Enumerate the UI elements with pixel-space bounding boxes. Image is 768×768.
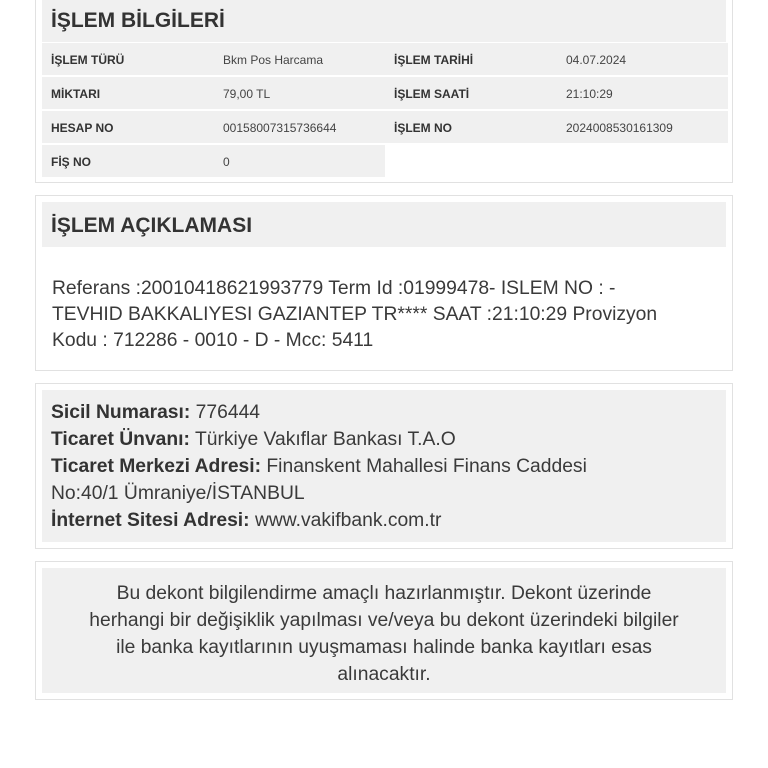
- bank-info-panel: [42, 390, 726, 542]
- transaction-desc-card: [35, 195, 733, 371]
- desc-line-2: TEVHID BAKKALIYESI GAZIANTEP TR**** SAAT :21:10:29 Provizyon: [52, 304, 658, 325]
- account-no-label: HESAP NO: [51, 121, 114, 135]
- disclaimer-line-4: alınacaktır.: [337, 664, 431, 685]
- row-transaction-type: [42, 43, 385, 75]
- registry-value: 776444: [195, 402, 261, 423]
- transaction-type-label: İŞLEM TÜRÜ: [51, 53, 125, 67]
- disclaimer-line-2: herhangi bir değişiklik yapılması ve/veya bu dekont üzerindeki bilgiler: [89, 610, 679, 631]
- registry-line: [51, 399, 726, 426]
- transaction-type-value: Bkm Pos Harcama: [223, 53, 324, 67]
- website-line: [51, 507, 726, 534]
- transaction-no-label: İŞLEM NO: [394, 121, 453, 135]
- row-transaction-no: [385, 111, 728, 143]
- disclaimer-text: [42, 568, 726, 693]
- row-account-no: [42, 111, 385, 143]
- bank-info-card: [35, 383, 733, 549]
- row-amount: [42, 77, 385, 109]
- address-value-2: No:40/1 Ümraniye/İSTANBUL: [51, 483, 305, 504]
- trade-name-value: Türkiye Vakıflar Bankası T.A.O: [194, 429, 456, 450]
- address-value-1: Finanskent Mahallesi Finans Caddesi: [266, 456, 587, 477]
- disclaimer-line-3: ile banka kayıtlarının uyuşmaması halinde banka kayıtları esas: [116, 637, 652, 658]
- row-transaction-date: [385, 43, 728, 75]
- trade-name-line: [51, 426, 726, 453]
- transaction-time-label: İŞLEM SAATİ: [394, 87, 470, 101]
- transaction-info-card: [35, 0, 733, 183]
- address-line-2: [51, 480, 726, 507]
- transaction-desc-text: [52, 276, 718, 354]
- transaction-desc-header: [42, 202, 726, 247]
- address-label: Ticaret Merkezi Adresi:: [51, 456, 262, 477]
- trade-name-label: Ticaret Ünvanı:: [51, 429, 190, 450]
- disclaimer-card: [35, 561, 733, 700]
- website-label: İnternet Sitesi Adresi:: [51, 510, 250, 531]
- transaction-time-value: 21:10:29: [566, 87, 613, 101]
- row-transaction-time: [385, 77, 728, 109]
- transaction-info-header: [42, 0, 726, 42]
- disclaimer-line-1: Bu dekont bilgilendirme amaçlı hazırlanmıştır. Dekont üzerinde: [116, 583, 652, 604]
- website-value: www.vakifbank.com.tr: [254, 510, 442, 531]
- desc-line-3: Kodu : 712286 - 0010 - D - Mcc: 5411: [52, 330, 374, 351]
- transaction-date-label: İŞLEM TARİHİ: [394, 53, 474, 67]
- receipt-no-value: 0: [223, 155, 230, 169]
- amount-label: MİKTARI: [51, 87, 101, 101]
- receipt-no-label: FİŞ NO: [51, 155, 92, 169]
- account-no-value: 00158007315736644: [223, 121, 337, 135]
- transaction-info-title: İŞLEM BİLGİLERİ: [51, 9, 225, 32]
- desc-line-1: Referans :20010418621993779 Term Id :01999478- ISLEM NO : -: [52, 278, 616, 299]
- transaction-date-value: 04.07.2024: [566, 53, 627, 67]
- address-line: [51, 453, 726, 480]
- transaction-no-value: 2024008530161309: [566, 121, 673, 135]
- registry-label: Sicil Numarası:: [51, 402, 191, 423]
- amount-value: 79,00 TL: [223, 87, 271, 101]
- transaction-desc-title: İŞLEM AÇIKLAMASI: [51, 214, 253, 237]
- row-receipt-no: [42, 145, 385, 177]
